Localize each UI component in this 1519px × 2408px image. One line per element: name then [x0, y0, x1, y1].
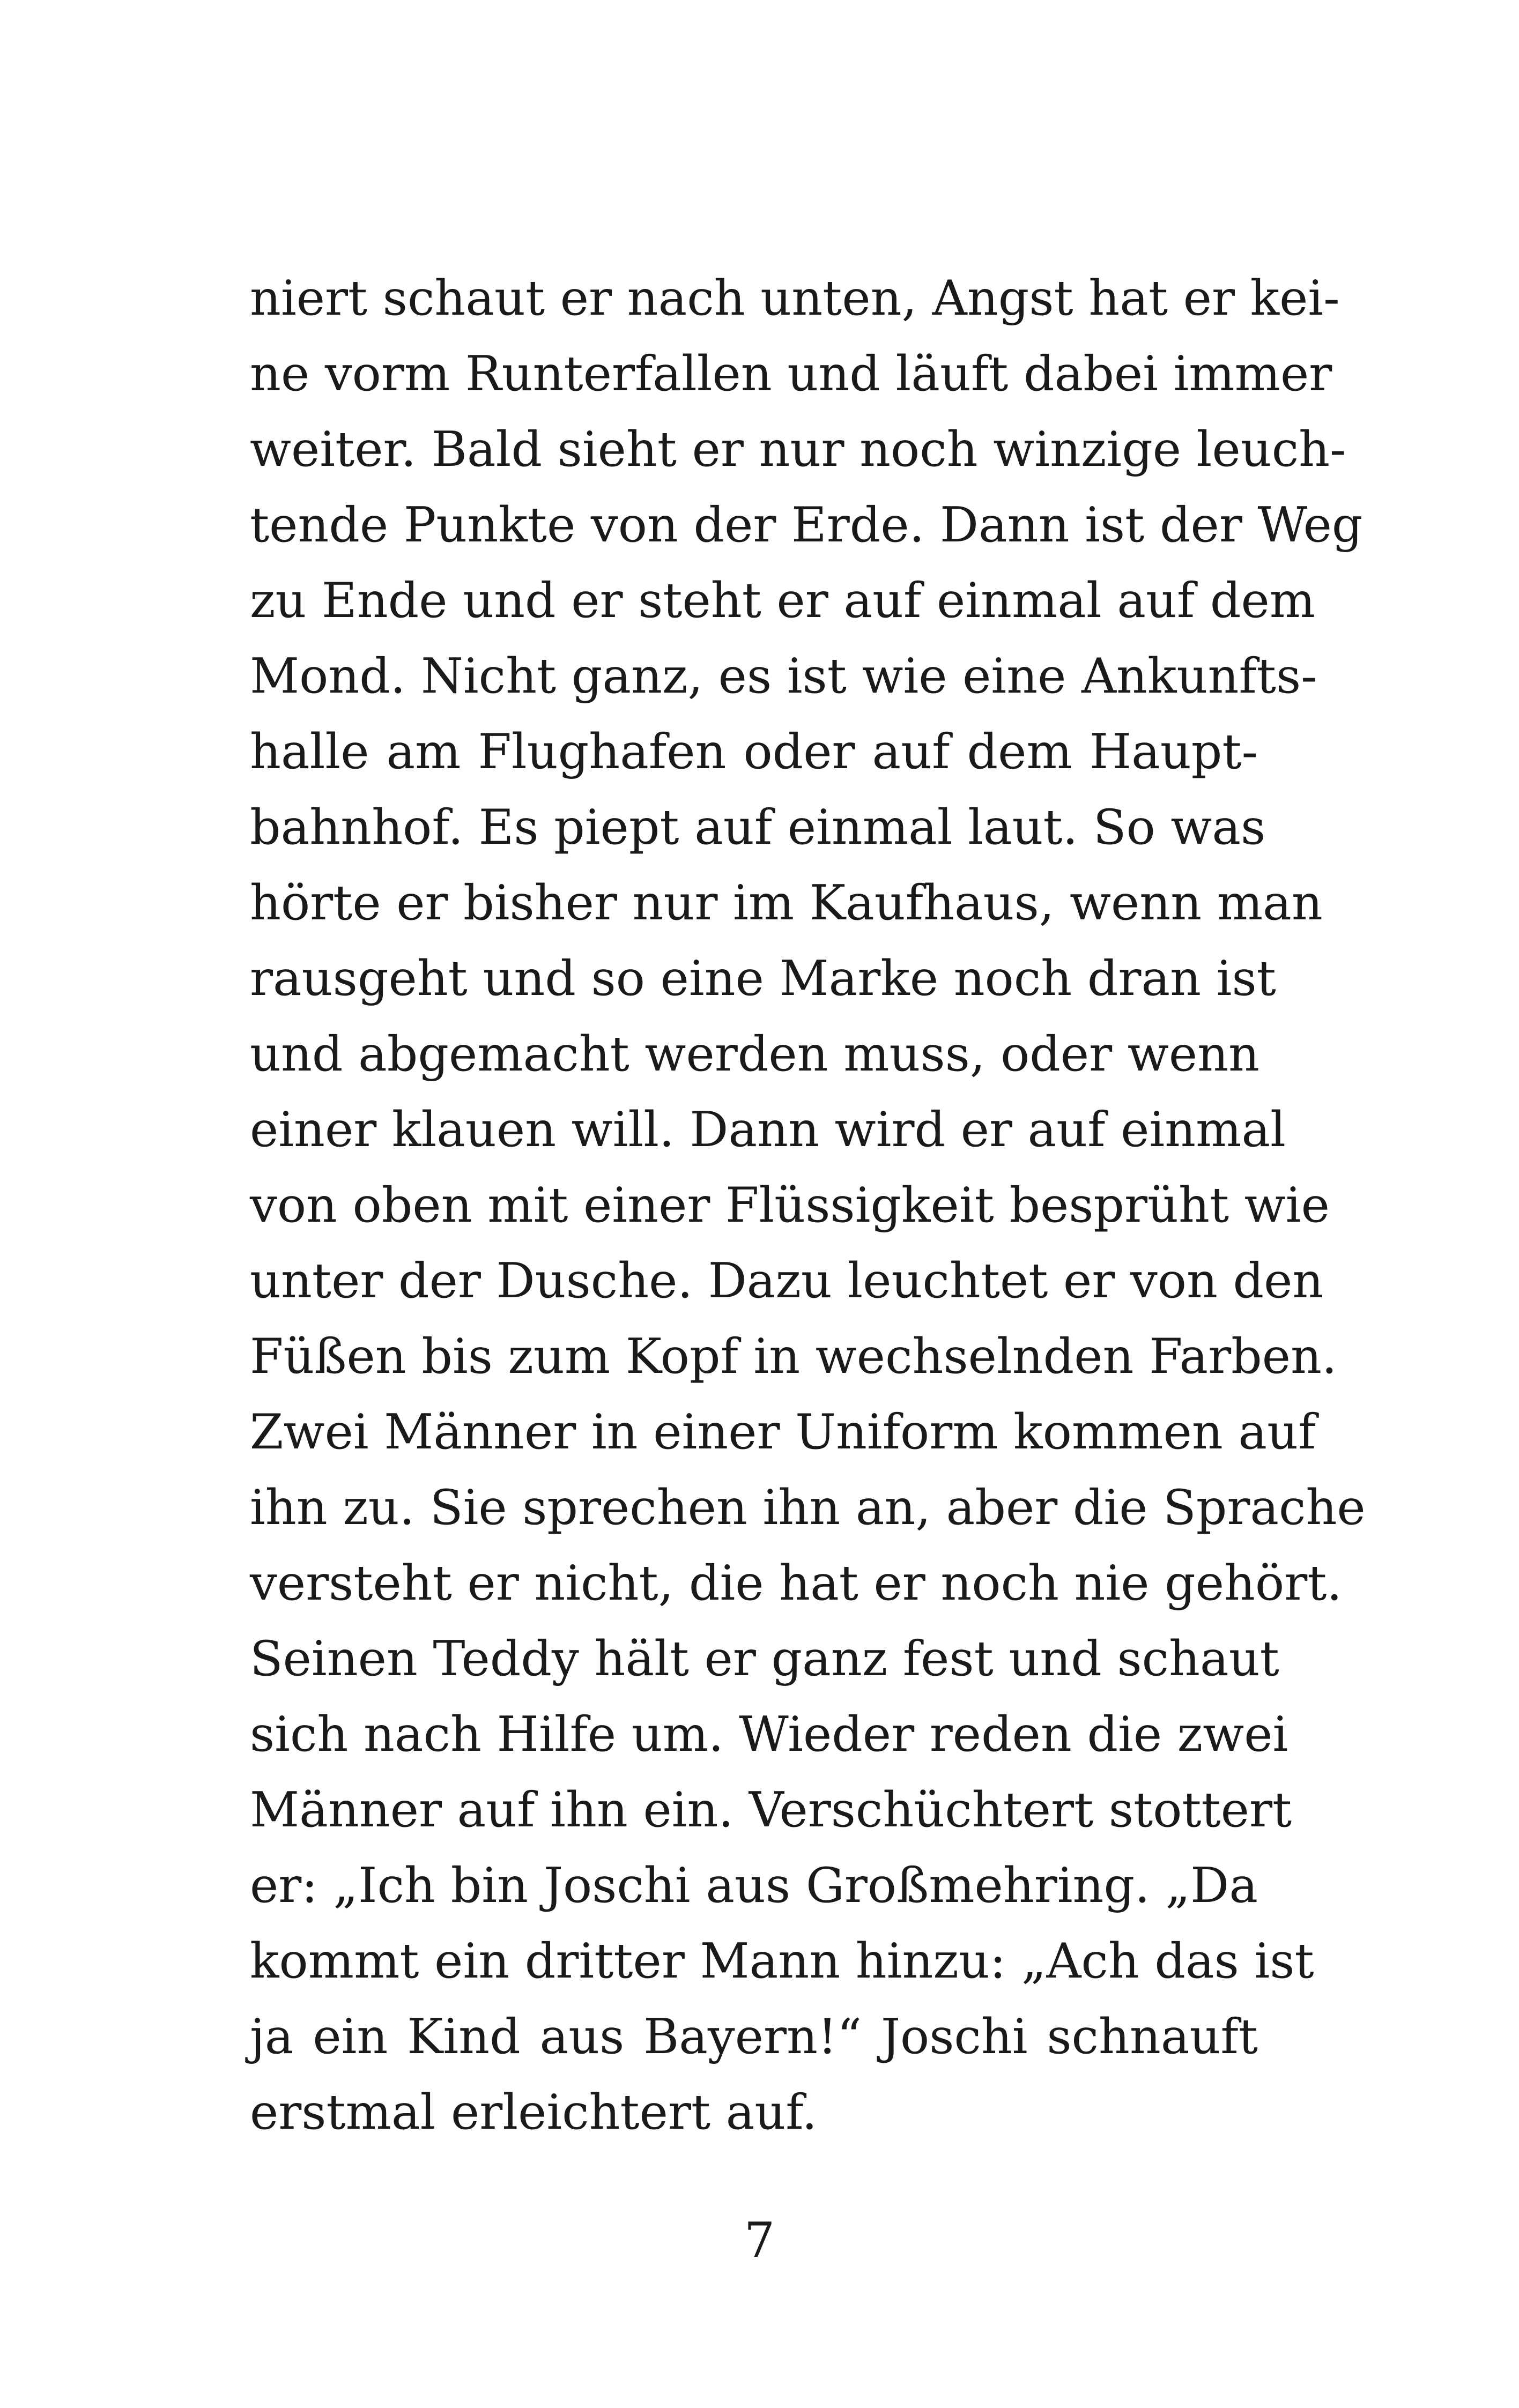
body-text [250, 261, 1366, 2150]
text-line: Mond. Nicht ganz, es ist wie eine Ankunfts- [250, 648, 1317, 704]
page-number: 7 [744, 2212, 775, 2269]
text-line: und abgemacht werden muss, oder wenn [250, 1026, 1260, 1082]
text-line: bahnhof. Es piept auf einmal laut. So was [250, 799, 1266, 856]
text-line: Seinen Teddy hält er ganz fest und schaut [250, 1631, 1279, 1687]
text-line: ihn zu. Sie sprechen ihn an, aber die Sprache [250, 1480, 1366, 1536]
text-line: unter der Dusche. Dazu leuchtet er von den [250, 1253, 1324, 1309]
text-line: einer klauen will. Dann wird er auf einmal [250, 1102, 1286, 1158]
text-line: weiter. Bald sieht er nur noch winzige leuch- [250, 421, 1346, 478]
text-line-last: erstmal erleichtert auf. [250, 2084, 818, 2141]
text-line: rausgeht und so eine Marke noch dran ist [250, 950, 1276, 1007]
text-line: zu Ende und er steht er auf einmal auf dem [250, 573, 1316, 629]
text-line: ja ein Kind aus Bayern!“ Joschi schnauft [250, 2009, 1258, 2065]
text-line: niert schaut er nach unten, Angst hat er kei- [250, 270, 1340, 326]
text-line: er: „Ich bin Joschi aus Großmehring. „Da [250, 1857, 1258, 1914]
text-line: ne vorm Runterfallen und läuft dabei immer [250, 346, 1332, 402]
text-line: tende Punkte von der Erde. Dann ist der Weg [250, 497, 1363, 553]
text-line: Zwei Männer in einer Uniform kommen auf [250, 1404, 1316, 1460]
text-line: hörte er bisher nur im Kaufhaus, wenn man [250, 875, 1323, 931]
text-line: halle am Flughafen oder auf dem Haupt- [250, 724, 1258, 780]
text-line: Füßen bis zum Kopf in wechselnden Farben. [250, 1328, 1337, 1385]
text-line: versteht er nicht, die hat er noch nie gehört. [250, 1555, 1342, 1611]
text-line: Männer auf ihn ein. Verschüchtert stottert [250, 1782, 1292, 1838]
text-line: sich nach Hilfe um. Wieder reden die zwei [250, 1706, 1288, 1763]
text-line: von oben mit einer Flüssigkeit besprüht wie [250, 1177, 1330, 1233]
text-line: kommt ein dritter Mann hinzu: „Ach das ist [250, 1933, 1314, 1989]
